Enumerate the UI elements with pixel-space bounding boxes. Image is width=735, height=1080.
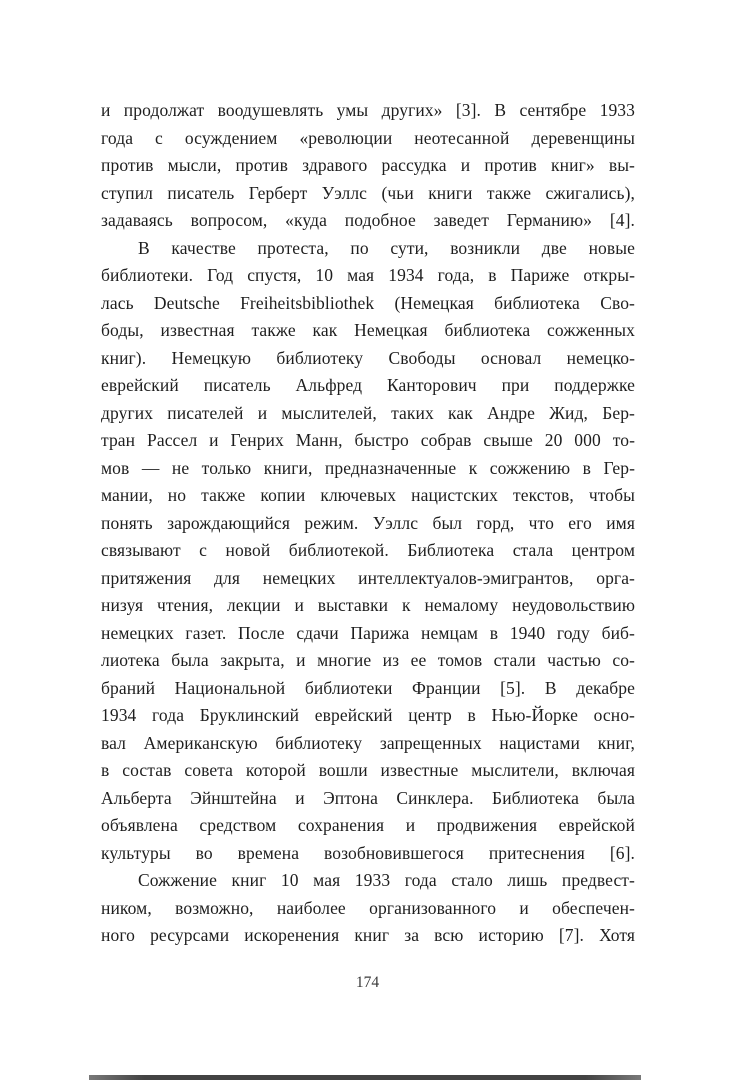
paragraph xyxy=(101,235,635,868)
text-line: против мысли, против здравого рассудка и против книг» вы- xyxy=(101,155,635,175)
text-line: объявлена средством сохранения и продвижения еврейской xyxy=(101,815,635,835)
text-line: лиотека была закрыта, и многие из ее томов стали частью со- xyxy=(101,650,635,670)
text-line: библиотеки. Год спустя, 10 мая 1934 года, в Париже откры- xyxy=(101,265,635,285)
text-line: ного ресурсами искоренения книг за всю историю [7]. Хотя xyxy=(101,925,635,945)
text-line: других писателей и мыслителей, таких как Андре Жид, Бер- xyxy=(101,402,635,423)
text-line: низуя чтения, лекции и выставки к немалому неудовольствию xyxy=(101,595,635,615)
text-line: задаваясь вопросом, «куда подобное заведет Германию» [4]. xyxy=(101,210,635,230)
text-line: браний Национальной библиотеки Франции [5]. В декабре xyxy=(101,677,635,698)
page-number: 174 xyxy=(355,974,380,991)
paragraph xyxy=(101,867,635,950)
text-line: и продолжат воодушевлять умы других» [3]. В сентябре 1933 xyxy=(101,100,635,120)
text-line: связывают с новой библиотекой. Библиотека стала центром xyxy=(101,540,635,560)
text-line: мании, но также копии ключевых нацистских текстов, чтобы xyxy=(101,485,635,505)
text-line: года с осуждением «революции неотесанной деревенщины xyxy=(101,127,635,148)
text-line: культуры во времена возобновившегося притеснения [6]. xyxy=(101,842,635,863)
text-line: тран Рассел и Генрих Манн, быстро собрав свыше 20 000 то- xyxy=(101,430,635,450)
text-line: боды, известная также как Немецкая библиотека сожженных xyxy=(101,320,635,340)
text-line: книг). Немецкую библиотеку Свободы основал немецко- xyxy=(101,347,635,368)
paragraph xyxy=(101,97,635,235)
text-block xyxy=(101,97,635,950)
text-line: мов — не только книги, предназначенные к сожжению в Гер- xyxy=(101,457,635,478)
text-line: В качестве протеста, по сути, возникли две новые xyxy=(138,237,635,258)
text-line: притяжения для немецких интеллектуалов-эмигрантов, орга- xyxy=(101,567,635,588)
text-line: ником, возможно, наиболее организованного и обеспечен- xyxy=(101,897,635,918)
text-line: вал Американскую библиотеку запрещенных нацистами книг, xyxy=(101,732,635,753)
text-line: еврейский писатель Альфред Канторович при поддержке xyxy=(101,375,635,395)
text-line: 1934 года Бруклинский еврейский центр в Нью-Йорке осно- xyxy=(101,705,635,725)
text-line: Альберта Эйнштейна и Эптона Синклера. Библиотека была xyxy=(101,787,635,808)
text-line: Сожжение книг 10 мая 1933 года стало лишь предвест- xyxy=(138,870,635,890)
text-line: немецких газет. После сдачи Парижа немцам в 1940 году биб- xyxy=(101,622,635,643)
text-line: в состав совета которой вошли известные мыслители, включая xyxy=(101,760,635,780)
text-line: лась Deutsche Freiheitsbibliothek (Немецкая библиотека Сво- xyxy=(101,292,635,313)
text-line: ступил писатель Герберт Уэллс (чьи книги также сжигались), xyxy=(101,182,635,203)
text-line: понять зарождающийся режим. Уэллс был горд, что его имя xyxy=(101,512,635,533)
page-edge-shadow xyxy=(89,1075,641,1080)
